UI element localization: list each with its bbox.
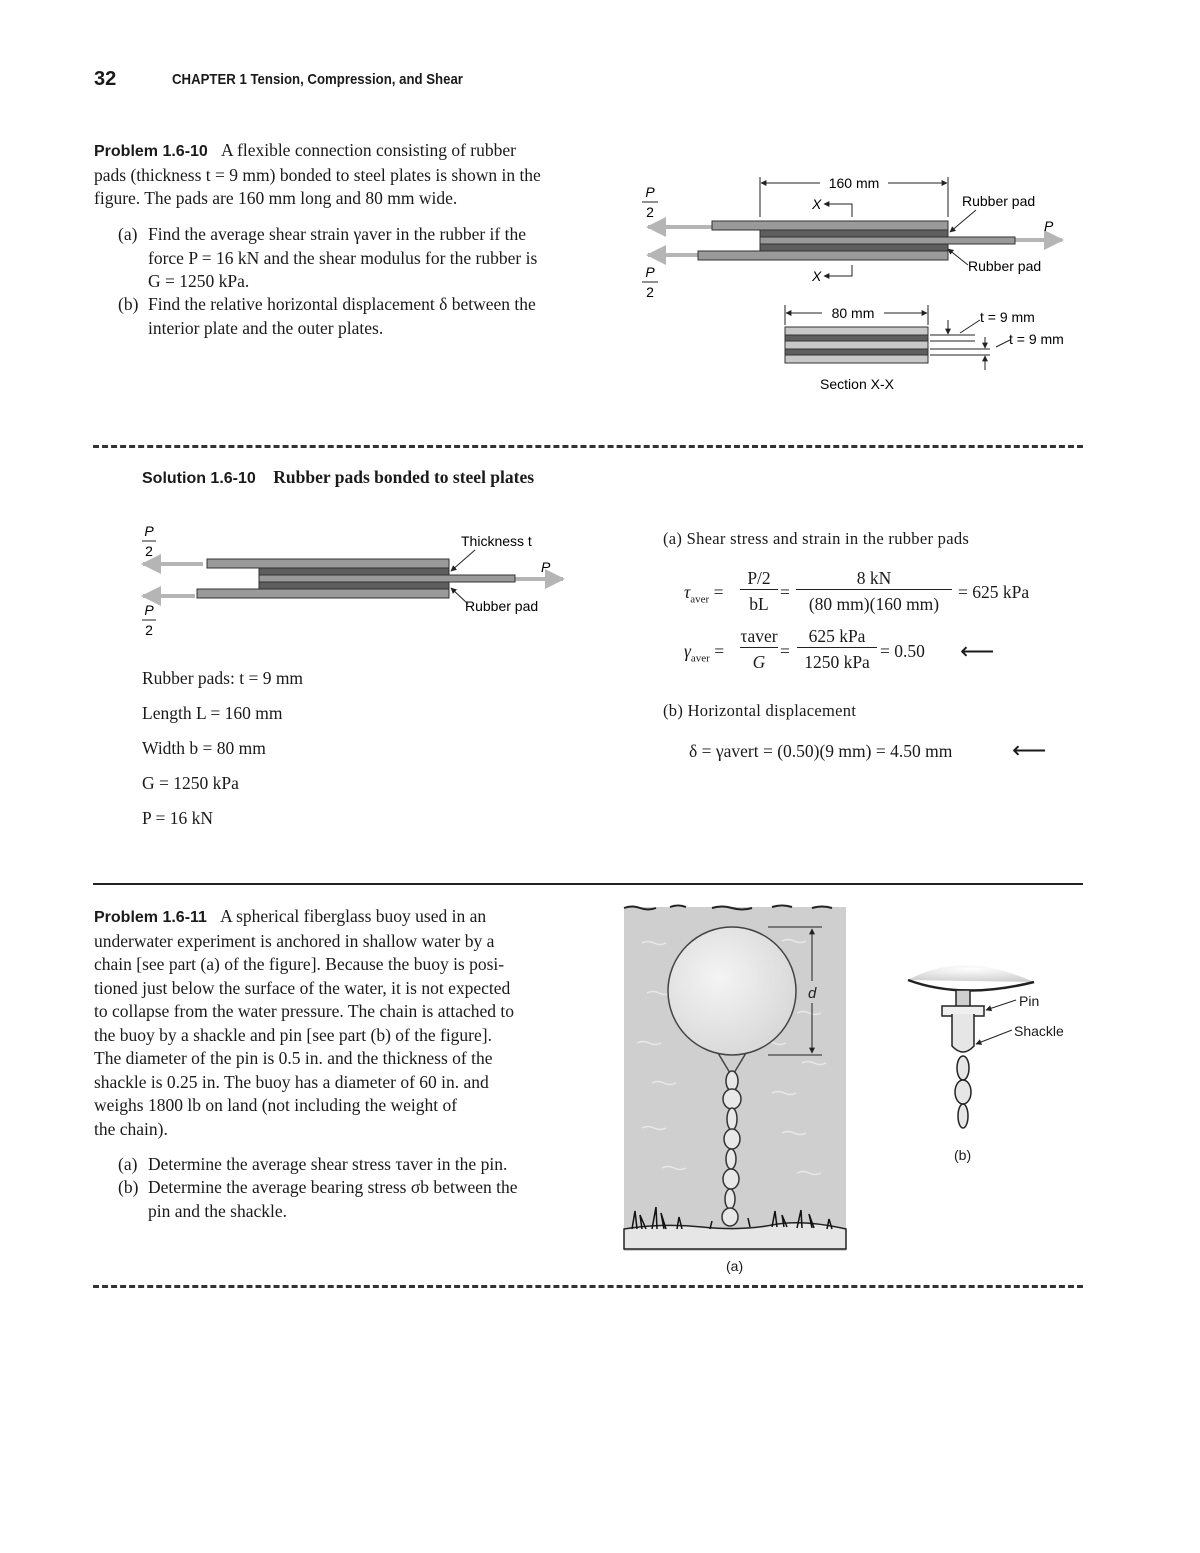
rubber-pad-label: Rubber pad	[465, 598, 539, 614]
x-marker-top: X	[812, 196, 822, 212]
tau-frac1-num: P/2	[740, 568, 778, 590]
caption-a: (a)	[726, 1258, 744, 1274]
buoy-figure-a	[622, 903, 848, 1253]
section-b-heading: (b) Horizontal displacement	[663, 701, 857, 720]
problem-11-part-b: (b) Determine the average bearing stress σb between the pin and the shackle.	[118, 1177, 518, 1221]
problem-10-part-b: (b) Find the relative horizontal displacement δ between the interior plate and the outer plates.	[118, 294, 536, 338]
outer-plate-top	[207, 559, 449, 568]
solution-10-figure	[135, 520, 575, 650]
outer-plate-top	[712, 221, 948, 230]
given-t: Rubber pads: t = 9 mm	[142, 668, 304, 688]
dim-80-label: 80 mm	[831, 305, 875, 321]
problem-10-statement: Problem 1.6-10 A flexible connection consisting of rubber pads (thickness t = 9 mm) bonded to steel plates is shown in the figure. The pads are 160 mm long and 80 mm wide.	[94, 140, 541, 208]
given-p: P = 16 kN	[142, 808, 213, 828]
outer-plate-bottom	[197, 589, 449, 598]
t-label-2: t = 9 mm	[1009, 331, 1064, 347]
given-width: Width b = 80 mm	[142, 738, 266, 758]
dim-160-label: 160 mm	[828, 175, 880, 191]
p-label: P	[541, 559, 551, 575]
section-steel-1	[785, 327, 928, 335]
problem-11-label: Problem 1.6-11	[94, 909, 207, 926]
leader	[950, 210, 976, 232]
answer-arrow-b: ⟵	[1012, 738, 1047, 764]
inner-plate	[259, 575, 515, 582]
shackle-figure-b	[900, 950, 1080, 1150]
chain-link	[958, 1104, 968, 1128]
rubber-pad-bottom	[760, 244, 948, 251]
tau-frac1-den: bL	[749, 594, 769, 614]
section-arrow	[824, 204, 852, 217]
gamma-frac2-den: 1250 kPa	[804, 652, 870, 672]
leader	[451, 550, 475, 571]
leader	[948, 249, 968, 265]
gamma-frac1-num: τaver	[740, 626, 778, 646]
outer-plate-bottom	[698, 251, 948, 260]
equals: =	[780, 641, 790, 661]
gamma-lhs: $\gamma_{aver}$ =	[684, 641, 725, 665]
problem-10-label: Problem 1.6-10	[94, 143, 208, 160]
p-half-bot-num: P	[645, 264, 655, 280]
caption-b: (b)	[954, 1147, 972, 1163]
problem-11-part-a: (a) Determine the average shear stress τaver in the pin.	[118, 1154, 508, 1174]
gamma-frac1-den: G	[752, 652, 766, 672]
buoy-bottom	[908, 965, 1034, 982]
given-length: Length L = 160 mm	[142, 703, 283, 723]
chain-link	[955, 1080, 971, 1104]
pin-leader	[986, 1000, 1016, 1010]
section-a-heading: (a) Shear stress and strain in the rubber pads	[663, 529, 970, 548]
gamma-result: = 0.50	[880, 641, 925, 661]
d-label: d	[808, 985, 817, 1002]
thickness-label: Thickness t	[461, 533, 532, 549]
solution-10-title: Rubber pads bonded to steel plates	[273, 467, 535, 487]
tau-result: = 625 kPa	[958, 582, 1030, 602]
shackle-label: Shackle	[1014, 1023, 1064, 1039]
problem-10-figure	[630, 165, 1090, 400]
p-half-top-den: 2	[145, 543, 153, 559]
p-half-bot-num: P	[144, 602, 154, 618]
section-steel-2	[785, 341, 928, 349]
rubber-pad-label-bottom: Rubber pad	[968, 258, 1042, 274]
shackle-leader	[976, 1030, 1012, 1044]
solution-10-heading: Solution 1.6-10 Rubber pads bonded to steel plates	[142, 467, 535, 487]
shackle	[952, 1014, 974, 1052]
equals: =	[780, 582, 790, 602]
given-g: G = 1250 kPa	[142, 773, 239, 793]
divider-solid	[93, 883, 1083, 885]
p-half-top-num: P	[144, 523, 154, 539]
gamma-frac2-num: 625 kPa	[797, 626, 877, 648]
section-steel-3	[785, 355, 928, 363]
answer-arrow-a: ⟵	[960, 639, 995, 665]
chapter-title: CHAPTER 1 Tension, Compression, and Shear	[172, 71, 463, 88]
leader	[451, 588, 468, 604]
rubber-pad-top	[259, 568, 449, 575]
p-label: P	[1044, 218, 1054, 234]
delta-equation: δ = γavert = (0.50)(9 mm) = 4.50 mm	[689, 741, 953, 761]
page-number: 32	[94, 68, 117, 90]
divider-dashed	[93, 445, 1083, 448]
t-label-1: t = 9 mm	[980, 309, 1035, 325]
p-half-top-den: 2	[646, 204, 654, 220]
x-marker-bottom: X	[812, 268, 822, 284]
tau-frac2-den: (80 mm)(160 mm)	[808, 594, 940, 614]
rubber-pad-bottom	[259, 582, 449, 589]
section-caption: Section X-X	[820, 376, 894, 392]
leader	[960, 320, 980, 333]
section-rubber-1	[785, 335, 928, 341]
leader	[996, 340, 1010, 347]
rubber-pad-top	[760, 230, 948, 237]
section-arrow	[824, 265, 852, 276]
divider-dashed-bottom	[93, 1285, 1083, 1288]
section-rubber-2	[785, 349, 928, 355]
tau-frac2-num: 8 kN	[796, 568, 952, 590]
chain-link	[957, 1056, 969, 1080]
p-half-bot-den: 2	[646, 284, 654, 300]
inner-plate	[760, 237, 1015, 244]
p-half-bot-den: 2	[145, 622, 153, 638]
problem-11-statement: Problem 1.6-11 A spherical fiberglass buoy used in an underwater experiment is anchored in shallow water by a chain [see part (a) of the figure]. Because the buoy is posi- tioned just below the surface of the water, it is not expected to collapse from the water pressure. The chain is attached to the buoy by a shackle and pin [see part (b) of the figure]. The diameter of the pin is 0.5 in. and the thickness of the shackle is 0.25 in. The buoy has a diameter of 60 in. and weighs 1800 lb on land (not including the weight of the chain).	[94, 906, 515, 1139]
buoy	[668, 927, 796, 1055]
tau-lhs: $\tau_{aver}$ =	[684, 582, 724, 606]
p-half-top-num: P	[645, 184, 655, 200]
pin-label: Pin	[1019, 993, 1040, 1009]
problem-10-part-a: (a) Find the average shear strain γaver in the rubber if the force P = 16 kN and the shear modulus for the rubber is G = 1250 kPa.	[118, 224, 538, 291]
rubber-pad-label-top: Rubber pad	[962, 193, 1036, 209]
